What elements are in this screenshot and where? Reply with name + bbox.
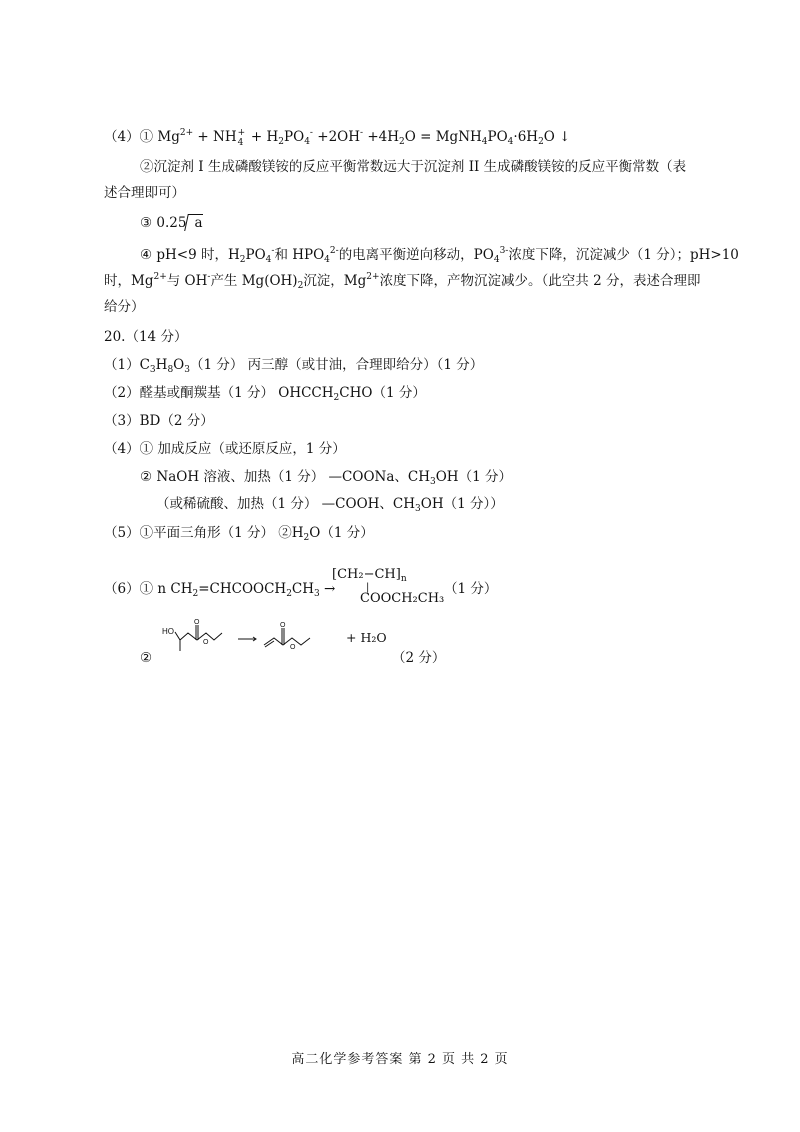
q20-part2 [104, 383, 426, 403]
subscript: 3 [415, 504, 421, 514]
q19-item4-line2 [104, 271, 700, 291]
o-carbonyl-1: O [194, 619, 200, 626]
text: O ↓ [543, 129, 571, 145]
q20-part6-item1 [104, 579, 335, 599]
text: （2）醛基或酮羰基（1 分） OHCCH [104, 385, 334, 401]
text: [CH₂−CH] [332, 567, 401, 582]
subscript: 2 [286, 589, 292, 599]
text: O [173, 357, 185, 373]
q20-part6-item1-score: （1 分） [444, 581, 498, 597]
text: O（1 分） [309, 525, 374, 541]
subscript: 4 [324, 255, 330, 265]
text: ·6H [513, 129, 539, 145]
charge: + [237, 127, 246, 138]
charge: 2- [329, 246, 339, 256]
subscript: 2 [538, 137, 544, 147]
reaction-arrow [238, 637, 256, 641]
text: O = MgNH [404, 129, 482, 145]
text: ② NaOH 溶液、加热（1 分） —COONa、CH [140, 469, 430, 485]
text: 沉淀，Mg [303, 273, 367, 289]
text: 和 HPO [274, 247, 325, 263]
subscript: 2 [399, 137, 405, 147]
subscript: 4 [481, 137, 488, 147]
text: =CHCOOCH [198, 581, 287, 597]
o-carbonyl-2: O [280, 622, 286, 629]
q20-part6-item2-marker: ② [140, 650, 153, 666]
q19-item4-line3: 给分） [104, 299, 145, 315]
text: （1 分） 丙三醇（或甘油，合理即给分）（1 分） [189, 357, 484, 373]
text: +4H [363, 129, 400, 145]
charge: 2+ [153, 272, 167, 282]
page-footer: 高二化学参考答案 第 2 页 共 2 页 [291, 1052, 509, 1067]
subscript: 4 [493, 255, 500, 265]
text: 浓度下降，沉淀减少（1 分）；pH>10 [508, 247, 739, 263]
ho-label: HO [162, 627, 174, 636]
text: + NH [193, 129, 237, 145]
q20-part6-item2-score: （2 分） [392, 650, 446, 666]
q20-part5 [104, 523, 374, 543]
subscript: 2 [303, 533, 310, 543]
q19-item2-line1: ②沉淀剂 I 生成磷酸镁铵的反应平衡常数远大于沉淀剂 II 生成磷酸镁铵的反应平衡常数（表 [140, 159, 687, 175]
q19-p4-equation [104, 127, 570, 147]
subscript: 4 [237, 137, 244, 148]
q20-part1 [104, 355, 483, 375]
q20-header: 20.（14 分） [104, 329, 188, 345]
text: → [319, 581, 336, 597]
text: （或稀硫酸、加热（1 分） —COOH、CH [156, 496, 416, 512]
o-ester-2: O [290, 644, 296, 651]
subscript: 3 [184, 365, 190, 375]
q20-part4-item1: （4）① 加成反应（或还原反应，1 分） [104, 441, 346, 457]
text: + H [246, 129, 279, 145]
text: （5）①平面三角形（1 分） ②H [104, 525, 304, 541]
text: OH（1 分）） [420, 496, 504, 512]
charge: - [271, 246, 275, 256]
text: ④ pH<9 时，H [140, 247, 240, 263]
q20-part4-item2-alt [156, 494, 504, 514]
charge: 2+ [179, 128, 194, 138]
subscript: 2 [278, 137, 285, 147]
charge: 3- [499, 246, 509, 256]
ethyl-lactate-structure [175, 625, 222, 651]
text: 的电离平衡逆向移动，PO [338, 247, 494, 263]
subscript: 2 [333, 393, 340, 403]
nh4-stack [237, 127, 247, 148]
charge: - [309, 128, 313, 138]
q19-item3 [140, 213, 203, 233]
subscript: 8 [167, 365, 174, 375]
subscript: 2 [192, 589, 199, 599]
subscript: 4 [304, 137, 310, 147]
q19-item2-line2: 述合理即可） [104, 185, 185, 201]
text: H [155, 357, 168, 373]
subscript: 2 [239, 255, 246, 265]
text: CHO（1 分） [339, 385, 426, 401]
plus-water: + H₂O [346, 630, 387, 645]
text: 产生 Mg(OH) [210, 273, 298, 289]
charge: - [360, 128, 364, 138]
radicand: a [194, 215, 203, 231]
text: （1）C [104, 357, 150, 373]
charge: - [207, 272, 211, 282]
text: 时，Mg [104, 273, 154, 289]
text: +2OH [312, 129, 361, 145]
text: 浓度下降，产物沉淀减少。（此空共 2 分，表述合理即 [379, 273, 701, 289]
subscript: n [400, 574, 407, 584]
subscript: 4 [507, 137, 514, 147]
sqrt-symbol [188, 214, 202, 231]
subscript: 2 [297, 281, 304, 291]
subscript: 4 [265, 255, 272, 265]
marker: （4）① [104, 129, 158, 145]
text: ③ 0.25 [140, 215, 187, 231]
text: PO [245, 247, 266, 263]
text: OH（1 分） [435, 469, 512, 485]
o-ester-1: O [203, 639, 209, 646]
q20-part3: （3）BD（2 分） [104, 413, 214, 429]
subscript: 3 [314, 589, 320, 599]
q19-item4-line1 [140, 245, 739, 265]
ethyl-acrylate-structure [264, 628, 310, 647]
charge: 2+ [366, 272, 380, 282]
text: 与 OH [166, 273, 208, 289]
polymer-sidechain: COOCH₂CH₃ [360, 591, 445, 606]
text: （6）① n CH [104, 581, 193, 597]
text: Mg [157, 129, 180, 145]
subscript: 3 [430, 477, 436, 487]
polymer-bond: | [366, 582, 370, 593]
subscript: 3 [149, 365, 156, 375]
text: PO [284, 129, 305, 145]
q20-part4-item2 [140, 467, 512, 487]
text: CH [291, 581, 315, 597]
text: PO [487, 129, 508, 145]
